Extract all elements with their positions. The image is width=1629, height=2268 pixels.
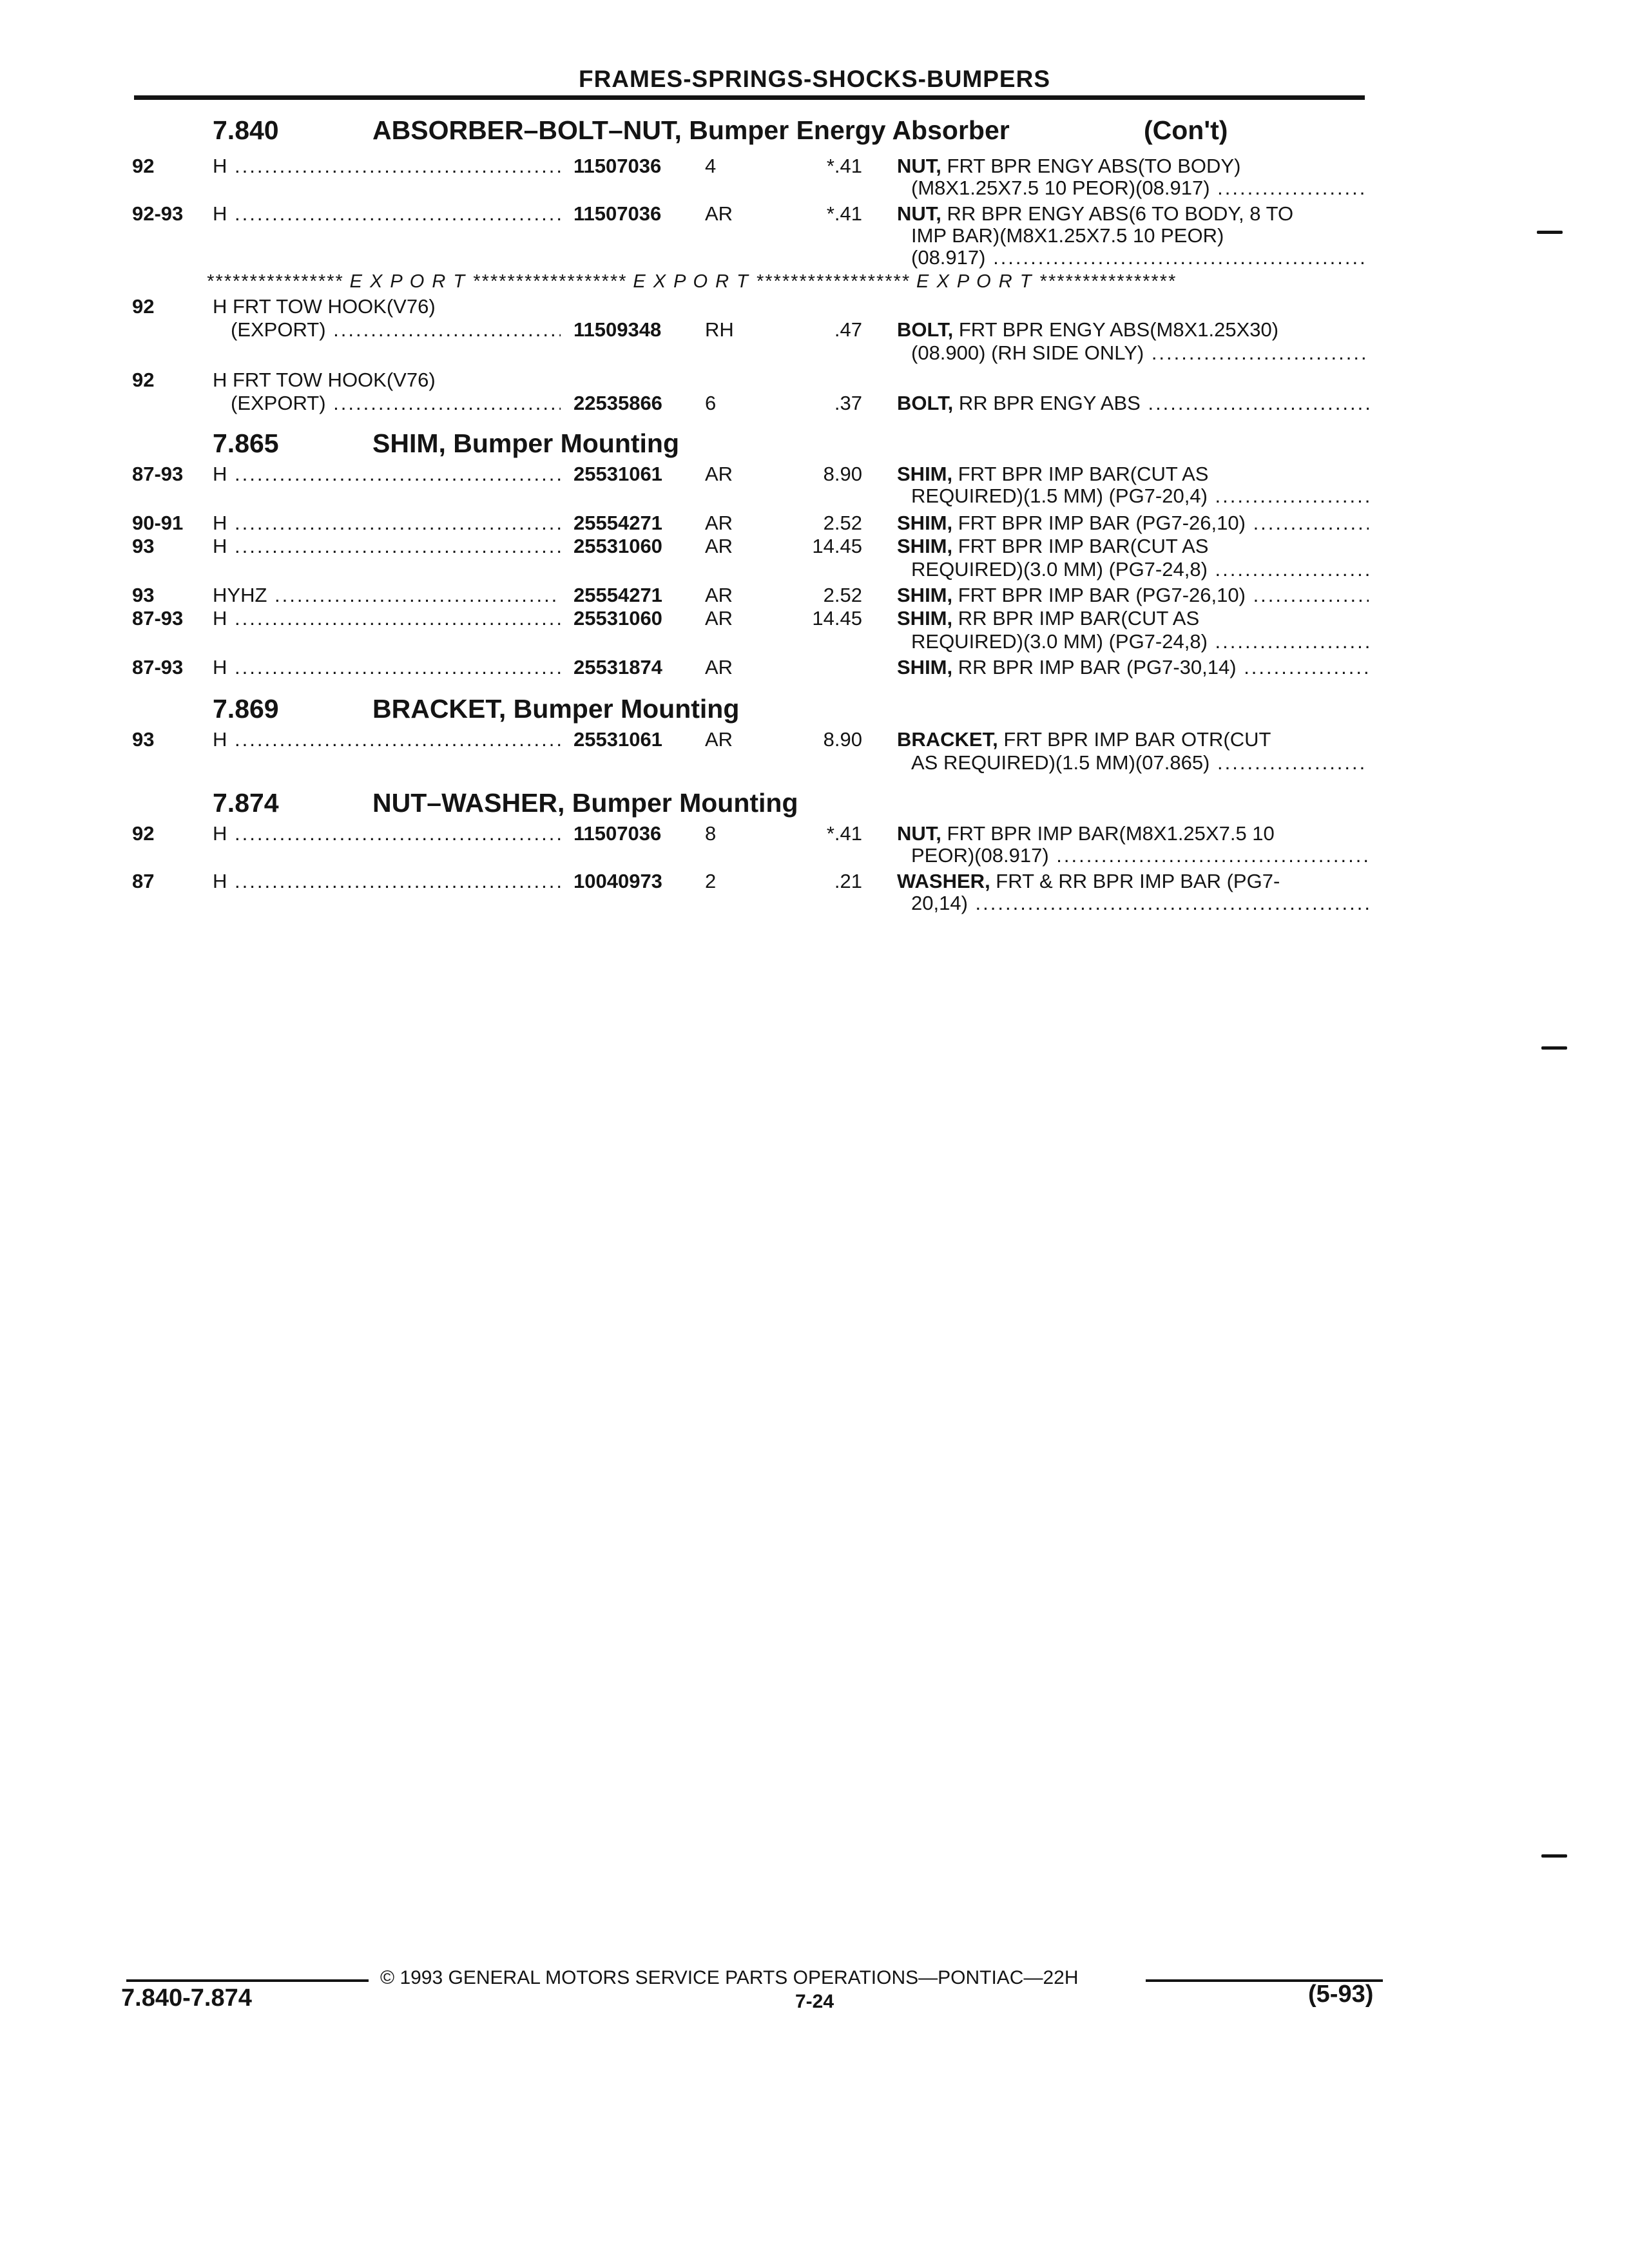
section-title: ABSORBER–BOLT–NUT, Bumper Energy Absorber xyxy=(372,115,1010,145)
description-line-2 xyxy=(911,630,1369,653)
description-text: FRT BPR IMP BAR OTR(CUT xyxy=(998,728,1271,751)
model-text: H xyxy=(213,607,227,629)
model-cell xyxy=(213,512,561,535)
model-cell xyxy=(213,202,561,226)
quantity: AR xyxy=(705,535,733,557)
description-keyword: BOLT, xyxy=(897,392,954,414)
margin-mark xyxy=(1537,231,1563,234)
quantity: RH xyxy=(705,318,734,341)
section-number: 7.840 xyxy=(213,115,279,145)
description-keyword: WASHER, xyxy=(897,870,990,892)
description-keyword: NUT, xyxy=(897,155,941,177)
quantity: 2 xyxy=(705,870,717,892)
description-text: (M8X1.25X7.5 10 PEOR)(08.917) xyxy=(911,177,1210,199)
model-text: H xyxy=(213,822,227,845)
model-text: H xyxy=(213,656,227,678)
price: 2.52 xyxy=(823,512,862,534)
part-number: 11509348 xyxy=(574,318,662,341)
price: *.41 xyxy=(826,155,862,177)
year-cell: 87 xyxy=(132,870,155,892)
quantity: 6 xyxy=(705,392,717,414)
model-cell: H FRT TOW HOOK(V76) xyxy=(213,369,436,391)
description-text: REQUIRED)(3.0 MM) (PG7-24,8) xyxy=(911,630,1208,653)
description xyxy=(897,870,1369,893)
description-text: FRT BPR ENGY ABS(M8X1.25X30) xyxy=(953,318,1279,341)
footer-copyright: © 1993 GENERAL MOTORS SERVICE PARTS OPERATIONS—PONTIAC—22H xyxy=(380,1967,1079,1988)
description-line-3 xyxy=(911,246,1369,269)
model-cell-line-2 xyxy=(231,392,561,415)
description-text: (08.900) (RH SIDE ONLY) xyxy=(911,341,1144,364)
section-header-7874 xyxy=(0,787,1629,818)
year-cell: 87-93 xyxy=(132,656,184,678)
model-text: H xyxy=(213,728,227,751)
model-text: H xyxy=(213,870,227,892)
price: *.41 xyxy=(826,822,862,845)
year-cell: 93 xyxy=(132,584,155,606)
description xyxy=(897,155,1369,178)
description-keyword: SHIM, xyxy=(897,584,953,606)
section-title: BRACKET, Bumper Mounting xyxy=(372,694,740,724)
description-text: FRT BPR IMP BAR(CUT AS xyxy=(952,463,1209,485)
model-cell xyxy=(213,463,561,486)
description-keyword: NUT, xyxy=(897,822,941,845)
description-keyword: SHIM, xyxy=(897,512,953,534)
model-text: H xyxy=(213,535,227,557)
description xyxy=(897,584,1369,607)
price: .21 xyxy=(834,870,862,892)
part-number: 25531060 xyxy=(574,607,662,629)
part-number: 11507036 xyxy=(574,202,662,225)
description xyxy=(897,392,1369,415)
description-line-2 xyxy=(911,751,1369,774)
description xyxy=(897,463,1369,486)
quantity: AR xyxy=(705,202,733,225)
description-line-2 xyxy=(911,341,1369,365)
quantity: AR xyxy=(705,656,733,678)
price: 14.45 xyxy=(812,607,862,629)
description-keyword: SHIM, xyxy=(897,656,953,678)
part-number: 25531060 xyxy=(574,535,662,557)
model-cell xyxy=(213,656,561,679)
description xyxy=(897,822,1369,845)
description-text: FRT BPR IMP BAR (PG7-26,10) xyxy=(952,584,1246,606)
model-text: H xyxy=(213,463,227,485)
part-number: 11507036 xyxy=(574,155,662,177)
year-cell: 92-93 xyxy=(132,202,184,225)
model-text: (EXPORT) xyxy=(231,392,326,414)
quantity: 8 xyxy=(705,822,717,845)
part-number: 25531874 xyxy=(574,656,662,678)
section-number: 7.874 xyxy=(213,788,279,818)
model-text: H xyxy=(213,512,227,534)
quantity: AR xyxy=(705,512,733,534)
description-keyword: SHIM, xyxy=(897,607,953,629)
description-text: REQUIRED)(1.5 MM) (PG7-20,4) xyxy=(911,485,1208,507)
year-cell: 87-93 xyxy=(132,463,184,485)
section-header-7869 xyxy=(0,693,1629,724)
model-cell xyxy=(213,870,561,893)
model-cell-line-2 xyxy=(231,318,561,341)
description-line-2 xyxy=(911,844,1369,867)
model-cell xyxy=(213,535,561,558)
price: 14.45 xyxy=(812,535,862,557)
description xyxy=(897,607,1369,630)
price: 8.90 xyxy=(823,728,862,751)
description-line-2 xyxy=(911,485,1369,508)
year-cell: 92 xyxy=(132,369,155,391)
section-title: NUT–WASHER, Bumper Mounting xyxy=(372,788,798,818)
quantity: 4 xyxy=(705,155,717,177)
part-number: 11507036 xyxy=(574,822,662,845)
description-keyword: NUT, xyxy=(897,202,941,225)
price: .47 xyxy=(834,318,862,341)
year-cell: 92 xyxy=(132,822,155,845)
model-cell: H FRT TOW HOOK(V76) xyxy=(213,295,436,318)
description-text: PEOR)(08.917) xyxy=(911,844,1049,867)
description xyxy=(897,535,1369,558)
price: *.41 xyxy=(826,202,862,225)
model-text: HYHZ xyxy=(213,584,267,606)
part-number: 25531061 xyxy=(574,463,662,485)
continued-label: (Con't) xyxy=(1144,115,1228,145)
description-text: REQUIRED)(3.0 MM) (PG7-24,8) xyxy=(911,558,1208,581)
model-cell xyxy=(213,584,561,607)
section-number: 7.869 xyxy=(213,694,279,724)
section-header-7865 xyxy=(0,428,1629,459)
model-cell xyxy=(213,822,561,845)
description-text: RR BPR IMP BAR (PG7-30,14) xyxy=(952,656,1237,678)
price: 2.52 xyxy=(823,584,862,606)
description-text: RR BPR IMP BAR(CUT AS xyxy=(952,607,1200,629)
quantity: AR xyxy=(705,728,733,751)
description-text: FRT BPR ENGY ABS(TO BODY) xyxy=(941,155,1241,177)
description-line-2 xyxy=(911,558,1369,581)
year-cell: 90-91 xyxy=(132,512,184,534)
description xyxy=(897,202,1369,226)
description-text: RR BPR ENGY ABS(6 TO BODY, 8 TO xyxy=(941,202,1294,225)
description-text: FRT BPR IMP BAR (PG7-26,10) xyxy=(952,512,1246,534)
year-cell: 93 xyxy=(132,535,155,557)
description-keyword: SHIM, xyxy=(897,463,953,485)
model-text: H xyxy=(213,155,227,177)
description-keyword: BRACKET, xyxy=(897,728,998,751)
part-number: 25554271 xyxy=(574,584,662,606)
margin-mark xyxy=(1541,1854,1567,1858)
quantity: AR xyxy=(705,463,733,485)
description-text: RR BPR ENGY ABS xyxy=(953,392,1141,414)
description-line-2: IMP BAR)(M8X1.25X7.5 10 PEOR) xyxy=(911,224,1224,247)
model-text: (EXPORT) xyxy=(231,318,326,341)
footer-rule-left xyxy=(126,1979,369,1982)
description-line-2 xyxy=(911,892,1369,915)
export-divider: **************** E X P O R T ****************** E X P O R T ****************** E X P O R T **************** xyxy=(206,271,1177,292)
quantity: AR xyxy=(705,607,733,629)
description-text: (08.917) xyxy=(911,246,986,269)
description xyxy=(897,656,1369,679)
footer-date: (5-93) xyxy=(1308,1981,1374,2008)
description xyxy=(897,728,1369,751)
description-text: FRT BPR IMP BAR(CUT AS xyxy=(952,535,1209,557)
description-text: FRT BPR IMP BAR(M8X1.25X7.5 10 xyxy=(941,822,1275,845)
description xyxy=(897,318,1369,341)
section-title: SHIM, Bumper Mounting xyxy=(372,428,680,458)
model-text: H xyxy=(213,202,227,225)
description xyxy=(897,512,1369,535)
part-number: 22535866 xyxy=(574,392,662,414)
description-text: 20,14) xyxy=(911,892,968,914)
part-number: 10040973 xyxy=(574,870,662,892)
price: 8.90 xyxy=(823,463,862,485)
part-number: 25554271 xyxy=(574,512,662,534)
footer-page-number: 7-24 xyxy=(795,1991,834,2012)
quantity: AR xyxy=(705,584,733,606)
footer-section-range: 7.840-7.874 xyxy=(121,1984,252,2012)
model-cell xyxy=(213,607,561,630)
description-line-2 xyxy=(911,177,1369,200)
section-number: 7.865 xyxy=(213,428,279,458)
description-keyword: BOLT, xyxy=(897,318,954,341)
part-number: 25531061 xyxy=(574,728,662,751)
description-text: AS REQUIRED)(1.5 MM)(07.865) xyxy=(911,751,1210,774)
price: .37 xyxy=(834,392,862,414)
model-cell xyxy=(213,728,561,751)
year-cell: 93 xyxy=(132,728,155,751)
page-title: FRAMES-SPRINGS-SHOCKS-BUMPERS xyxy=(578,66,1051,92)
description-keyword: SHIM, xyxy=(897,535,953,557)
margin-mark xyxy=(1541,1046,1567,1050)
description-text: FRT & RR BPR IMP BAR (PG7- xyxy=(990,870,1280,892)
year-cell: 92 xyxy=(132,155,155,177)
year-cell: 87-93 xyxy=(132,607,184,629)
model-cell xyxy=(213,155,561,178)
year-cell: 92 xyxy=(132,295,155,318)
section-header-7840 xyxy=(0,115,1629,146)
